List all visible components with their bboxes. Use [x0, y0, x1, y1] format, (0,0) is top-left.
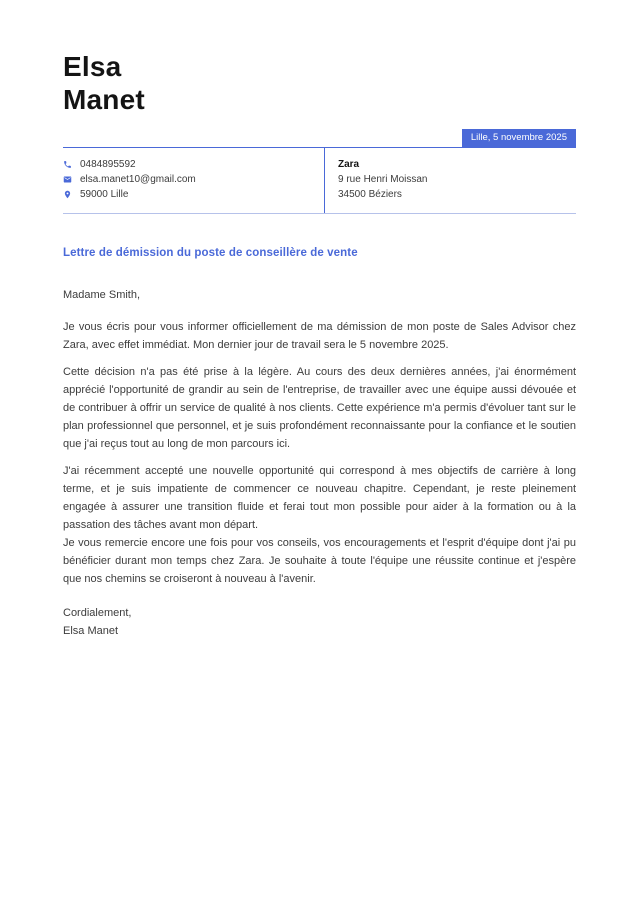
address-value: 59000 Lille	[80, 189, 129, 200]
email-value: elsa.manet10@gmail.com	[80, 174, 196, 185]
closing: Cordialement,	[63, 607, 132, 619]
sender-contact-block	[63, 148, 325, 213]
letter-subject: Lettre de démission du poste de conseillère de vente	[63, 247, 358, 259]
date-badge: Lille, 5 novembre 2025	[462, 129, 576, 147]
map-pin-icon	[63, 190, 72, 199]
phone-row	[63, 157, 324, 172]
envelope-icon	[63, 175, 72, 184]
paragraph-1: Je vous écris pour vous informer officiellement de ma démission de mon poste de Sales Advisor chez Zara, avec effet immédiat. Mon dernier jour de travail sera le 5 novembre 2025.	[63, 321, 576, 351]
recipient-city: 34500 Béziers	[338, 189, 402, 200]
contact-section	[63, 147, 576, 214]
letter-body	[63, 318, 576, 588]
recipient-block	[325, 148, 576, 213]
salutation: Madame Smith,	[63, 289, 141, 301]
date-row	[63, 129, 576, 147]
address-row	[63, 187, 324, 202]
recipient-street: 9 rue Henri Moissan	[338, 174, 428, 185]
paragraph-4: Je vous remercie encore une fois pour vos conseils, vos encouragements et l'esprit d'équipe dont j'ai pu bénéficier durant mon temps chez Zara. Je souhaite à toute l'équipe une réussite continue et j'espère que nos chemins se croiseront à nouveau à l'avenir.	[63, 537, 576, 585]
email-row	[63, 172, 324, 187]
signature: Elsa Manet	[63, 625, 119, 637]
paragraph-2: Cette décision n'a pas été prise à la légère. Au cours des deux dernières années, j'ai énormément apprécié l'opportunité de grandir au sein de l'entreprise, de travailler avec une équipe aussi dévouée et de contribuer à offrir un service de qualité à nos clients. Cette expérience m'a permis d'évoluer tant sur le plan professionnel que personnel, et je suis profondément reconnaissante pour la confiance et le soutien que j'ai reçus tout au long de mon parcours ici.	[63, 366, 576, 450]
recipient-company: Zara	[338, 159, 360, 170]
phone-value: 0484895592	[80, 159, 136, 170]
sender-first-name: Elsa	[63, 51, 122, 82]
phone-icon	[63, 160, 72, 169]
sender-last-name: Manet	[63, 84, 145, 115]
sender-name	[63, 50, 576, 116]
paragraph-3: J'ai récemment accepté une nouvelle opportunité qui correspond à mes objectifs de carrière à long terme, et je suis impatiente de commencer ce nouveau chapitre. Cependant, je reste pleinement engagée à assurer une transition fluide et ferai tout mon possible pour aider à la formation ou à la passation des tâches avant mon départ.	[63, 465, 576, 531]
